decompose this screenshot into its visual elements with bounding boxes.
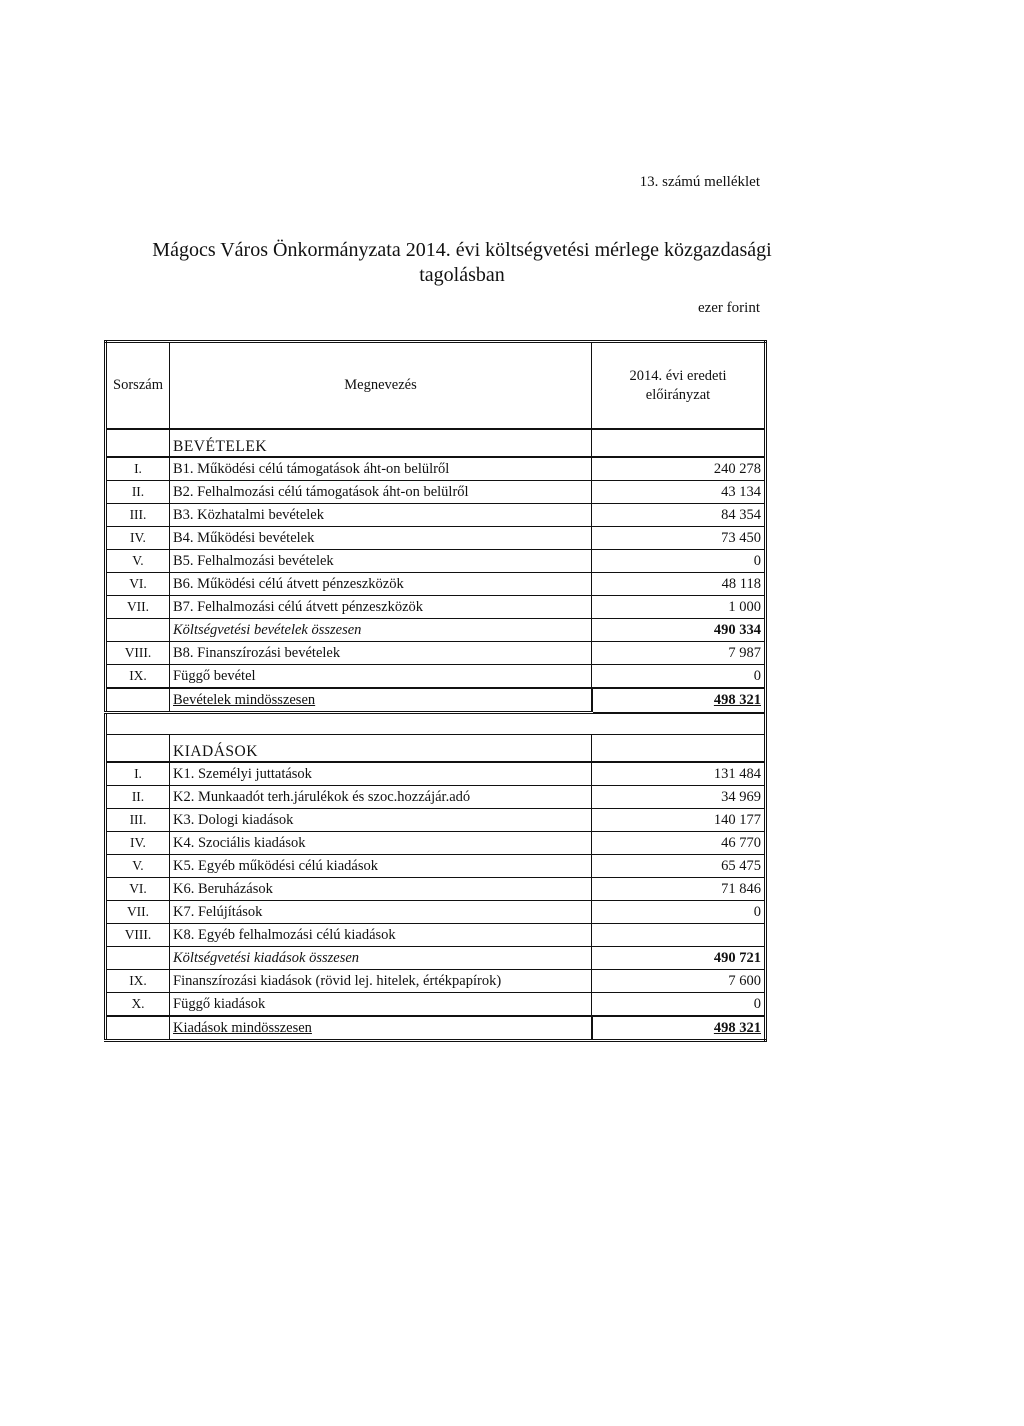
total-serial-cell <box>106 688 170 713</box>
row-amount: 140 177 <box>592 809 766 832</box>
document-title-line-2: tagolásban <box>419 264 505 286</box>
row-amount: 0 <box>592 901 766 924</box>
row-serial: II. <box>106 786 170 809</box>
revenue-subtotal-label: Költségvetési bevételek összesen <box>170 619 592 642</box>
row-name: Függő bevétel <box>170 665 592 689</box>
row-amount: 131 484 <box>592 762 766 786</box>
row-serial: III. <box>106 809 170 832</box>
expenditure-section-title: KIADÁSOK <box>170 735 592 763</box>
table-row <box>106 504 766 527</box>
row-name: B2. Felhalmozási célú támogatások áht-on belülről <box>170 481 592 504</box>
expenditure-total-label: Kiadások mindösszesen <box>170 1016 592 1041</box>
table-row <box>106 665 766 689</box>
expenditure-subtotal-amount: 490 721 <box>592 947 766 970</box>
row-amount: 0 <box>592 550 766 573</box>
row-serial: VIII. <box>106 924 170 947</box>
row-name: B6. Működési célú átvett pénzeszközök <box>170 573 592 596</box>
unit-label: ezer forint <box>697 300 760 316</box>
column-header-amount-line-2: előirányzat <box>645 386 711 403</box>
row-amount <box>592 924 766 947</box>
revenue-section-row <box>106 429 766 457</box>
expenditure-subtotal-label: Költségvetési kiadások összesen <box>170 947 592 970</box>
row-name: Függő kiadások <box>170 993 592 1017</box>
row-serial: II. <box>106 481 170 504</box>
row-amount: 46 770 <box>592 832 766 855</box>
document-title <box>100 238 824 288</box>
row-name: K4. Szociális kiadások <box>170 832 592 855</box>
budget-table <box>104 340 767 1042</box>
row-name: K1. Személyi juttatások <box>170 762 592 786</box>
row-serial: IX. <box>106 970 170 993</box>
row-serial: IV. <box>106 832 170 855</box>
row-amount: 71 846 <box>592 878 766 901</box>
row-amount: 84 354 <box>592 504 766 527</box>
revenue-section-title: BEVÉTELEK <box>170 429 592 457</box>
total-serial-cell <box>106 1016 170 1041</box>
table-row <box>106 993 766 1017</box>
row-amount: 48 118 <box>592 573 766 596</box>
table-row <box>106 970 766 993</box>
expenditure-section-row <box>106 735 766 763</box>
row-serial: VII. <box>106 596 170 619</box>
row-amount: 73 450 <box>592 527 766 550</box>
row-amount: 7 600 <box>592 970 766 993</box>
row-serial: VI. <box>106 573 170 596</box>
expenditure-total-amount: 498 321 <box>592 1016 766 1041</box>
table-row <box>106 762 766 786</box>
column-header-amount <box>592 342 766 430</box>
column-header-serial: Sorszám <box>106 342 170 430</box>
row-serial: VII. <box>106 901 170 924</box>
row-serial: X. <box>106 993 170 1017</box>
table-row <box>106 573 766 596</box>
document-title-line-1: Mágocs Város Önkormányzata 2014. évi költségvetési mérlege közgazdasági <box>152 239 772 261</box>
row-amount: 34 969 <box>592 786 766 809</box>
row-serial: I. <box>106 457 170 481</box>
row-name: K8. Egyéb felhalmozási célú kiadások <box>170 924 592 947</box>
row-serial: VI. <box>106 878 170 901</box>
row-name: K7. Felújítások <box>170 901 592 924</box>
section-serial-cell <box>106 429 170 457</box>
row-name: K5. Egyéb működési célú kiadások <box>170 855 592 878</box>
section-spacer-cell <box>106 713 766 735</box>
table-row <box>106 924 766 947</box>
row-name: B7. Felhalmozási célú átvett pénzeszközök <box>170 596 592 619</box>
row-name: K6. Beruházások <box>170 878 592 901</box>
table-row <box>106 901 766 924</box>
table-row <box>106 832 766 855</box>
row-amount: 7 987 <box>592 642 766 665</box>
table-header-row <box>106 342 766 430</box>
table-row <box>106 642 766 665</box>
row-name: B4. Működési bevételek <box>170 527 592 550</box>
table-row <box>106 855 766 878</box>
row-name: B1. Működési célú támogatások áht-on belülről <box>170 457 592 481</box>
table-row <box>106 457 766 481</box>
table-row <box>106 481 766 504</box>
annex-label: 13. számú melléklet <box>639 174 760 190</box>
revenue-subtotal-amount: 490 334 <box>592 619 766 642</box>
subtotal-serial-cell <box>106 947 170 970</box>
table-row <box>106 878 766 901</box>
row-serial: III. <box>106 504 170 527</box>
table-row <box>106 596 766 619</box>
revenue-total-row <box>106 688 766 713</box>
row-name: Finanszírozási kiadások (rövid lej. hitelek, értékpapírok) <box>170 970 592 993</box>
table-row <box>106 809 766 832</box>
table-row <box>106 550 766 573</box>
row-serial: V. <box>106 855 170 878</box>
revenue-subtotal-row <box>106 619 766 642</box>
expenditure-total-row <box>106 1016 766 1041</box>
row-serial: I. <box>106 762 170 786</box>
row-name: B8. Finanszírozási bevételek <box>170 642 592 665</box>
subtotal-serial-cell <box>106 619 170 642</box>
section-spacer-row <box>106 713 766 735</box>
table-row <box>106 527 766 550</box>
revenue-total-amount: 498 321 <box>592 688 766 713</box>
row-amount: 65 475 <box>592 855 766 878</box>
row-amount: 1 000 <box>592 596 766 619</box>
column-header-amount-line-1: 2014. évi eredeti <box>629 367 727 384</box>
row-amount: 0 <box>592 993 766 1017</box>
section-serial-cell <box>106 735 170 763</box>
table-row <box>106 786 766 809</box>
row-amount: 43 134 <box>592 481 766 504</box>
row-amount: 240 278 <box>592 457 766 481</box>
row-serial: V. <box>106 550 170 573</box>
row-serial: VIII. <box>106 642 170 665</box>
row-amount: 0 <box>592 665 766 689</box>
revenue-total-label: Bevételek mindösszesen <box>170 688 592 713</box>
row-name: K3. Dologi kiadások <box>170 809 592 832</box>
column-header-name: Megnevezés <box>170 342 592 430</box>
section-amount-cell <box>592 429 766 457</box>
row-serial: IX. <box>106 665 170 689</box>
row-name: B5. Felhalmozási bevételek <box>170 550 592 573</box>
section-amount-cell <box>592 735 766 763</box>
row-name: B3. Közhatalmi bevételek <box>170 504 592 527</box>
row-serial: IV. <box>106 527 170 550</box>
expenditure-subtotal-row <box>106 947 766 970</box>
row-name: K2. Munkaadót terh.járulékok és szoc.hozzájár.adó <box>170 786 592 809</box>
